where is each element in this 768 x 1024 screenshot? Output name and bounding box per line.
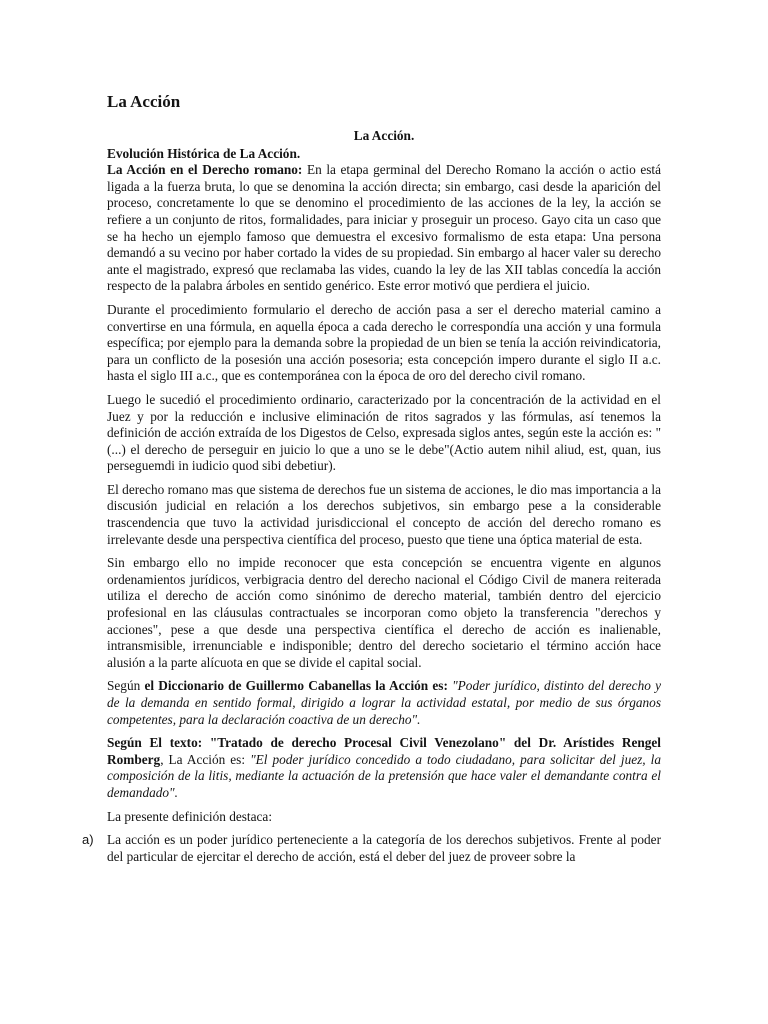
- document-body: [82, 128, 661, 865]
- paragraph-current-conception: Sin embargo ello no impide reconocer que esta concepción se encuentra vigente en algunos ordenamientos jurídicos, verbigracia dentro del derecho nacional el Código Civil de manera reiterada utiliza el derecho de acción como sinónimo de derecho material, también dentro del ejercicio profesional en las cláusulas contractuales se incorporan como objeto la transferencia "derechos y acciones", pese a que desde una perspectiva científica el derecho de acción es inalienable, intransmisible, irrenunciable e indisponible; dentro del derecho societario el término acción hace alusión a la parte alícuota en que se divide el capital social.: [107, 555, 661, 670]
- paragraph-formulary-procedure: Durante el procedimiento formulario el derecho de acción pasa a ser el derecho material camino a convertirse en una fórmula, en aquella época a cada derecho le correspondía una acción y una formula específica; por ejemplo para la demanda sobre la propiedad de un bien se tenía la acción reivindicatoria, para un conflicto de la posesión una acción posesoria; esta concepción impero durante el siglo II a.c. hasta el siglo III a.c., que es contemporánea con la época de oro del derecho civil romano.: [107, 301, 661, 384]
- paragraph-mid: , La Acción es:: [160, 751, 251, 767]
- paragraph-text: En la etapa germinal del Derecho Romano la acción o actio está ligada a la fuerza bruta, lo que se denomina la acción directa; sin embargo, casi desde la aparición del proceso, concretamente lo que se denomino el procedimiento de las acciones de la ley, la acción se refiere a un conjunto de ritos, formalidades, para iniciar y proseguir un proceso. Gayo cita un caso que se ha hecho un ejemplo famoso que demuestra el excesivo formalismo de esta etapa: Una persona demandó a su vecino por haber cortado la vides de su propiedad. Sin embargo al hacer valer su derecho ante el magistrado, expresó que reclamaba las vides, cuando la ley de las XII tablas concedía la acción respecto de la palabra árboles en sentido genérico. Este error motivó que perdiera el juicio.: [107, 162, 661, 294]
- paragraph-definition-highlights: La presente definición destaca:: [107, 808, 273, 824]
- list-item: [82, 832, 661, 865]
- paragraph-prefix: Según: [107, 678, 145, 694]
- paragraph-roman-law: [107, 162, 661, 295]
- paragraph-lead: La Acción en el Derecho romano:: [107, 162, 303, 178]
- paragraph-ordinary-procedure: Luego le sucedió el procedimiento ordinario, caracterizado por la concentración de la actividad en el Juez y por la reducción e inclusive eliminación de ritos sagrados y las fórmulas, así tenemos la definición de acción extraída de los Digestos de Celso, expresada siglos antes, según este la acción es: "(...) el derecho de perseguir en juicio lo que a uno se le debe"(Actio autem nihil aliud, est, quan, ius perseguemdi in iudicio quod sibi debetiur).: [107, 391, 661, 474]
- center-title: La Acción.: [353, 128, 415, 143]
- paragraph-source: Según El texto: "Tratado de derecho Procesal Civil Venezolano" del Dr. Arístides Rengel Romberg: [107, 735, 661, 767]
- list-marker: a): [82, 832, 94, 848]
- paragraph-rengel-romberg-definition: [107, 735, 661, 801]
- paragraph-quote: "El poder jurídico concedido a todo ciudadano, para solicitar del juez, la composición de la litis, mediante la actuación de la pretensión que hace valer el demandante contra el demandado".: [107, 751, 661, 800]
- paragraph-cabanellas-definition: [107, 678, 661, 728]
- list-item-text: La acción es un poder jurídico perteneciente a la categoría de los derechos subjetivos. Frente al poder del particular de ejercitar el derecho de acción, está el deber del juez de proveer sobre la: [107, 832, 661, 864]
- section-heading: Evolución Histórica de La Acción.: [107, 145, 301, 161]
- paragraph-quote: "Poder jurídico, distinto del derecho y de la demanda en sentido formal, dirigido a lograr la actividad estatal, por medio de sus órganos competentes, para la declaración coactiva de un derecho".: [107, 678, 661, 727]
- paragraph-system-of-actions: El derecho romano mas que sistema de derechos fue un sistema de acciones, le dio mas importancia a la discusión judicial en relación a los derechos subjetivos, sin embargo pese a la considerable trascendencia que tuvo la actividad jurisdiccional el concepto de acción del derecho romano es irrelevante desde una perspectiva científica del proceso, puesto que tiene una óptica material de esta.: [107, 481, 661, 547]
- page-heading: La Acción: [107, 92, 181, 111]
- paragraph-source: el Diccionario de Guillermo Cabanellas la Acción es:: [144, 678, 448, 694]
